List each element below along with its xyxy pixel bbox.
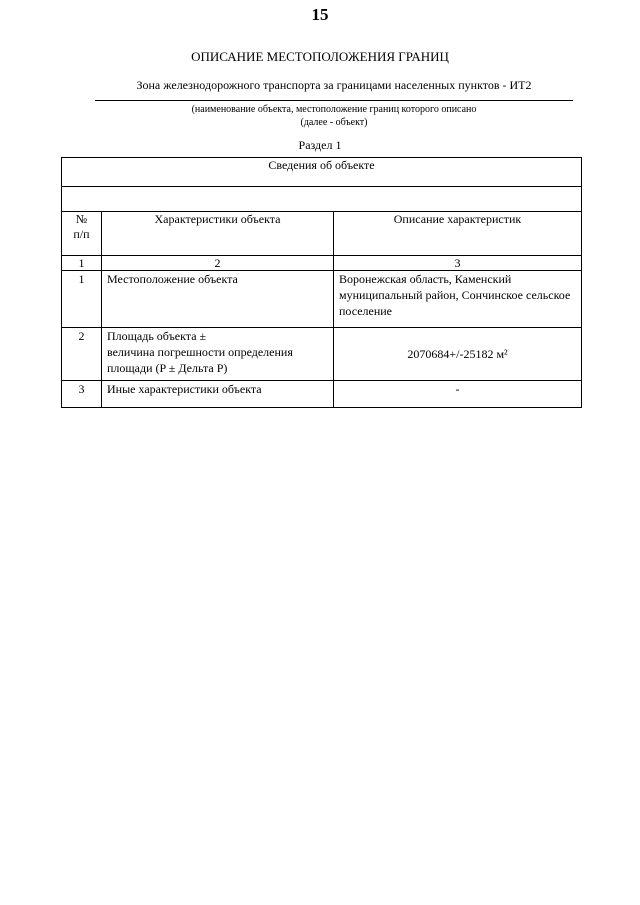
column-number-row bbox=[62, 256, 582, 271]
table-title: Сведения об объекте bbox=[62, 158, 582, 187]
object-caption bbox=[95, 103, 573, 129]
row-num: 2 bbox=[62, 328, 102, 381]
row-description: 2070684+/-25182 м² bbox=[334, 328, 582, 381]
row-characteristic: Местоположение объекта bbox=[102, 271, 334, 328]
object-caption-line-1: (наименование объекта, местоположение границ которого описано bbox=[191, 104, 477, 115]
row-num: 1 bbox=[62, 271, 102, 328]
table-row bbox=[62, 271, 582, 328]
table-empty-row bbox=[62, 187, 582, 212]
table-empty-cell bbox=[62, 187, 582, 212]
header-description: Описание характеристик bbox=[334, 212, 582, 256]
table-row bbox=[62, 328, 582, 381]
row-num: 3 bbox=[62, 381, 102, 408]
table-title-row bbox=[62, 158, 582, 187]
table-row bbox=[62, 381, 582, 408]
section-label: Раздел 1 bbox=[298, 138, 342, 152]
table-header-row bbox=[62, 212, 582, 256]
document-title: ОПИСАНИЕ МЕСТОПОЛОЖЕНИЯ ГРАНИЦ bbox=[191, 49, 449, 64]
object-name: Зона железнодорожного транспорта за границами населенных пунктов - ИТ2 bbox=[95, 78, 573, 101]
header-characteristic: Характеристики объекта bbox=[102, 212, 334, 256]
page-number: 15 bbox=[311, 5, 329, 24]
column-number-1: 1 bbox=[62, 256, 102, 271]
object-info-table bbox=[61, 157, 582, 408]
column-number-3: 3 bbox=[334, 256, 582, 271]
row-description: Воронежская область, Каменский муниципальный район, Сончинское сельское поселение bbox=[334, 271, 582, 328]
row-characteristic: Площадь объекта ± величина погрешности определения площади (P ± Дельта P) bbox=[102, 328, 334, 381]
object-caption-line-2: (далее - объект) bbox=[300, 117, 368, 128]
row-characteristic: Иные характеристики объекта bbox=[102, 381, 334, 408]
column-number-2: 2 bbox=[102, 256, 334, 271]
header-num: № п/п bbox=[62, 212, 102, 256]
row-description: - bbox=[334, 381, 582, 408]
